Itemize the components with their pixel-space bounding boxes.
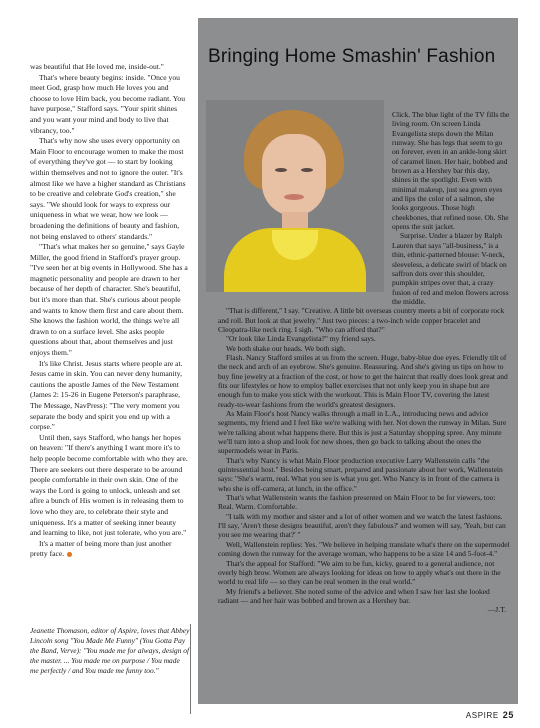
- page-number: 25: [502, 710, 514, 720]
- sidebar-panel: [198, 18, 518, 704]
- sidebar-paragraph: That's why Nancy is what Main Floor production executive Larry Wallenstein calls "the quintessential host." Besides being smart, prepared and passionate about her work, Wallenstein says: "She's warm, real. What you see is what you get. Who Nancy is in front of the camera is who she is off-camera, at lunch, in the office.": [218, 455, 503, 493]
- sidebar-paragraph: That's the appeal for Stafford: "We aim to be fun, kicky, geared to a general audience, not overly high brow. Women are always looking for ideas on how to apply what's out there in the world to real life — so they can be real women in the real world.": [218, 558, 501, 587]
- sidebar-paragraph: "I talk with my mother and sister and a lot of other women and we watch the latest fashions. I'll say, 'Aren't these designs beautiful, aren't they fabulous?' and women will say, 'Yeah, but can you see me wearing that?' ": [218, 511, 506, 540]
- left-paragraph: "That's what makes her so genuine," says Gayle Miller, the good friend in Stafford's prayer group. "I've seen her at big events in Hollywood. She has a magnetic personality and people are drawn to her because of her depth of character. She's beautiful, but it's more than that. She's curious about people and wants to know them first and care about them. She knows the fashion world, the things we're all drawn to on a surface level. She asks people questions about that, about themselves and just enjoys them.": [30, 242, 188, 358]
- left-paragraph: Until then, says Stafford, who hangs her hopes on heaven: "If there's anything I want more it's to help people become comfortable with who they are. There are seekers out there desperate to be around people comfortable in their own skin. One of the ways the Lord is going to unlock, unleash and set afire a bunch of His women is in releasing them to love who they are, to celebrate their style and uniqueness. It's a matter of seeking inner beauty and learning to like, not just tolerate, who you are.": [30, 432, 188, 538]
- sidebar-paragraph: Surprise. Under a blazer by Ralph Lauren that says "all-business," is a thin, ethnic-patterned blouse: V-neck, sleeveless, a delicate swirl of black on saffron dots over this shoulder, pumpkin stripes over that, a crazy fusion of red and melon flowers across the middle.: [392, 231, 509, 306]
- author-bio: [30, 626, 190, 676]
- sidebar-paragraph: We both shake our heads. We both sigh.: [226, 343, 346, 353]
- left-paragraph-final: [30, 539, 188, 560]
- story-end-mark-icon: [67, 552, 72, 557]
- photo-wrap-spacer: [206, 108, 382, 300]
- sidebar-signoff: —J.T.: [487, 605, 506, 615]
- left-paragraph: That's where beauty begins: inside. "Once you meet God, grasp how much He loves you and choose to love Him back, you become radiant. You have purpose," Stafford says. "Your spirit shines and you want your mind and body to live that vibrancy, too.": [30, 72, 186, 135]
- sidebar-paragraph: "That is different," I say. "Creative. A little bit overseas country meets a bit of corporate rock and roll. But look at that jewelry." Just two pieces: a two-inch wide copper bracelet and Cleopatra-like neck ring. I sigh. "Who can afford that?": [218, 306, 505, 334]
- sidebar-paragraph: Well, Wallenstein replies: Yes. "We believe in helping translate what's there on the supermodel coming down the runway for the average woman, who happens to be a size 14 and 5-foot-4.": [218, 539, 510, 559]
- left-paragraph: That's why now she uses every opportunity on Main Floor to encourage women to make the most of everything they've got — to start by looking within themselves and not to ignore the outer. "It's almost like we have a higher standard as Christians to be creative and celebrate God's creation," she says. "We should look for ways to express our uniqueness in what we wear, how we look — broadening the definitions of beauty and fashion, not being enslaved to others' standards.": [30, 136, 186, 241]
- magazine-name: ASPIRE: [465, 711, 499, 720]
- left-paragraph: It's like Christ. Jesus starts where people are at. Jesus came in skin. You can never deny humanity, cautions the apostle James of the New Testament (James 2: 15-26 in Eugene Peterson's paraphrase, The Message, NavPress): "The very moment you separate the body and spirit you end up with a corpse.": [30, 358, 183, 432]
- sidebar-paragraph: That's what Wallenstein wants the fashion presented on Main Floor to be for viewers, too: Real. Warm. Comfortable.: [218, 493, 496, 512]
- sidebar-title: Bringing Home Smashin' Fashion: [208, 46, 496, 67]
- author-bio-text: Jeanette Thomason, editor of Aspire, loves that Abbey Lincoln song "You Made Me Funny" (You Gotta Pay the Band, Verve): "You made me for always, design of the master. ... You made me on purpose / You made me perfectly / and You made me funny too.": [30, 626, 190, 675]
- bio-divider: [190, 624, 191, 714]
- left-column: [30, 62, 188, 560]
- page-footer: [466, 710, 514, 720]
- sidebar-paragraph: Flash. Nancy Stafford smiles at us from the screen. Huge, baby-blue doe eyes. Friendly tilt of the neck and arch of an eyebrow. She's genuine. Reassuring. And she's giving us tips on how to buy fine jewelry at a fraction of the cost, or how to get the haircut that really does look great and fits our lifestyles or how to employ ballet exercises that not only keep you in shape but are enough fun to make you stick with the workout. This is Main Floor TV, covering the latest ready-to-wear fashions from the world's greatest designers.: [218, 352, 508, 409]
- sidebar-body: [218, 110, 510, 615]
- sidebar-paragraph: Click. The blue light of the TV fills the living room. On screen Linda Evangelista steps down the Milan runway. She has legs that seem to go on forever, even in an ankle-long skirt of caramel linen. Her hair, bobbed and brown as a Hershey bar this day, shines in the spotlight. Even with minimal makeup, just sea green eyes and lips the color of a salmon, she looks gorgeous. Those high cheekbones, that refined nose. Oh. She opens the suit jacket.: [392, 110, 510, 232]
- sidebar-paragraph: My friend's a believer. She noted some of the advice and when I saw her last she looked radiant — and her hair was bobbed and brown as a Hershey bar.: [218, 586, 490, 605]
- sidebar-paragraph: As Main Floor's host Nancy walks through a mall in L.A., introducing news and advice segments, my friend and I feel like we're walking with her. Not down the runway in Milan. Sure we're talking about what happens there. But this is just a Saturday shopping spree. Any minute we'll turn into a shop and look for new shoes, then go back to talking about the ones the supermodels wear in Paris.: [218, 409, 507, 456]
- sidebar-paragraph: "Or look like Linda Evangelista?" my friend says.: [226, 334, 376, 344]
- left-paragraph: was beautiful that He loved me, inside-out.": [30, 62, 164, 71]
- left-paragraph-final-text: It's a matter of being more than just another pretty face.: [30, 538, 172, 559]
